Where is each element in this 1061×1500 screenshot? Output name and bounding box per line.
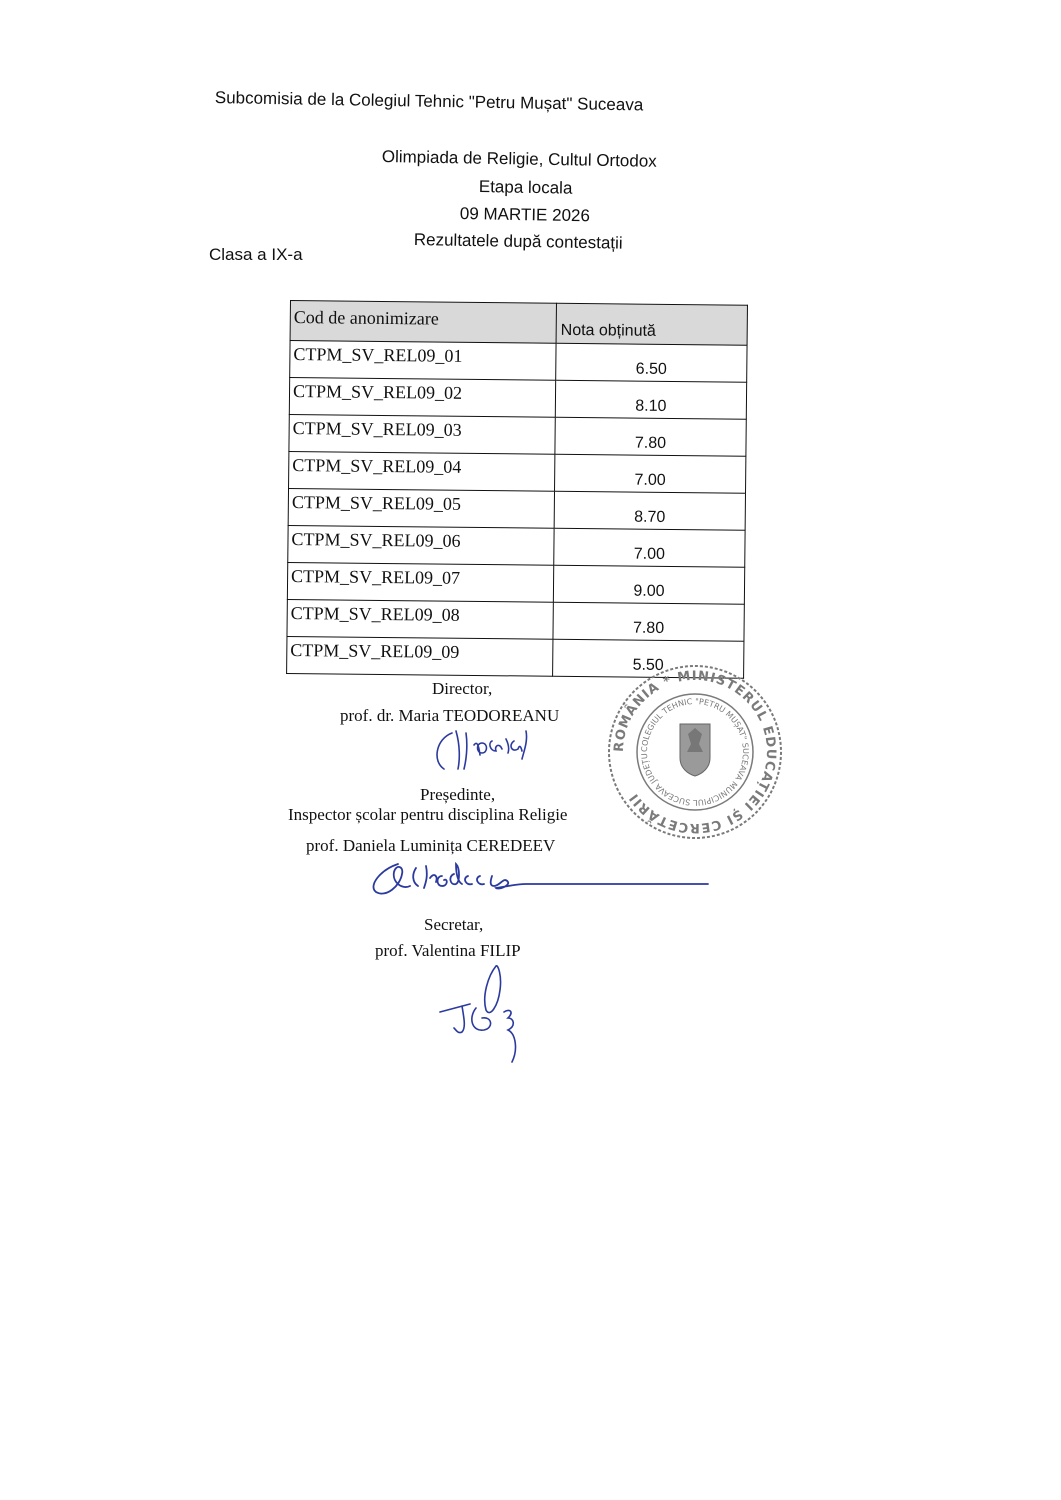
anonymization-code: CTPM_SV_REL09_05 [288, 488, 554, 528]
results-table [286, 300, 748, 679]
anonymization-code: CTPM_SV_REL09_04 [289, 451, 555, 491]
grade-value: 6.50 [556, 343, 747, 382]
grade-value: 7.80 [553, 602, 744, 641]
grade-value: 8.10 [555, 380, 746, 419]
grade-value: 9.00 [553, 565, 744, 604]
table-row [290, 341, 747, 383]
table-row [288, 525, 745, 567]
president-title: Președinte, [420, 785, 496, 804]
president-name: prof. Daniela Luminița CEREDEEV [306, 836, 556, 855]
official-stamp [599, 655, 788, 842]
table-row [289, 451, 746, 493]
table-row [289, 414, 746, 456]
grade-value: 7.80 [555, 417, 746, 456]
column-header-code: Cod de anonimizare [290, 301, 556, 344]
committee-heading: Subcomisia de la Colegiul Tehnic "Petru Mușat" Suceava [214, 88, 644, 115]
table-header-row [290, 301, 747, 346]
grade-value: 8.70 [554, 491, 745, 530]
secretary-name: prof. Valentina FILIP [375, 941, 521, 960]
table-row [287, 562, 744, 604]
anonymization-code: CTPM_SV_REL09_02 [289, 378, 555, 418]
column-header-grade: Nota obținută [556, 303, 747, 345]
stage-label: Etapa locala [478, 177, 573, 198]
director-name: prof. dr. Maria TEODOREANU [340, 706, 560, 725]
anonymization-code: CTPM_SV_REL09_08 [287, 599, 553, 639]
stamp-inner-text: COLEGIUL TEHNIC "PETRU MUȘAT" SUCEAVA MUNICIPIUL SUCEAVA JUDEȚUL SUCEAVA [599, 655, 751, 808]
grade-value: 5.50 [553, 639, 744, 678]
director-title: Director, [432, 679, 493, 698]
stamp-outer-text: ROMÂNIA * MINISTERUL EDUCAȚIEI ȘI CERCETĂRII [611, 668, 779, 836]
anonymization-code: CTPM_SV_REL09_01 [290, 341, 556, 381]
inspector-role: Inspector școlar pentru disciplina Religie [288, 805, 568, 824]
results-subtitle: Rezultatele după contestații [413, 230, 623, 253]
secretary-title: Secretar, [424, 915, 484, 934]
president-signature [368, 858, 713, 898]
anonymization-code: CTPM_SV_REL09_07 [287, 562, 553, 602]
grade-value: 7.00 [555, 454, 746, 493]
table-row [287, 599, 744, 641]
director-signature [430, 725, 560, 775]
olympiad-title: Olimpiada de Religie, Cultul Ortodox [381, 147, 657, 171]
table-row [288, 488, 745, 530]
anonymization-code: CTPM_SV_REL09_06 [288, 525, 554, 565]
table-row [289, 378, 746, 420]
anonymization-code: CTPM_SV_REL09_09 [287, 636, 553, 676]
secretary-signature [432, 950, 552, 1070]
grade-value: 7.00 [554, 528, 745, 567]
class-label: Clasa a IX-a [209, 245, 303, 264]
date-label: 09 MARTIE 2026 [459, 204, 591, 226]
anonymization-code: CTPM_SV_REL09_03 [289, 414, 555, 454]
